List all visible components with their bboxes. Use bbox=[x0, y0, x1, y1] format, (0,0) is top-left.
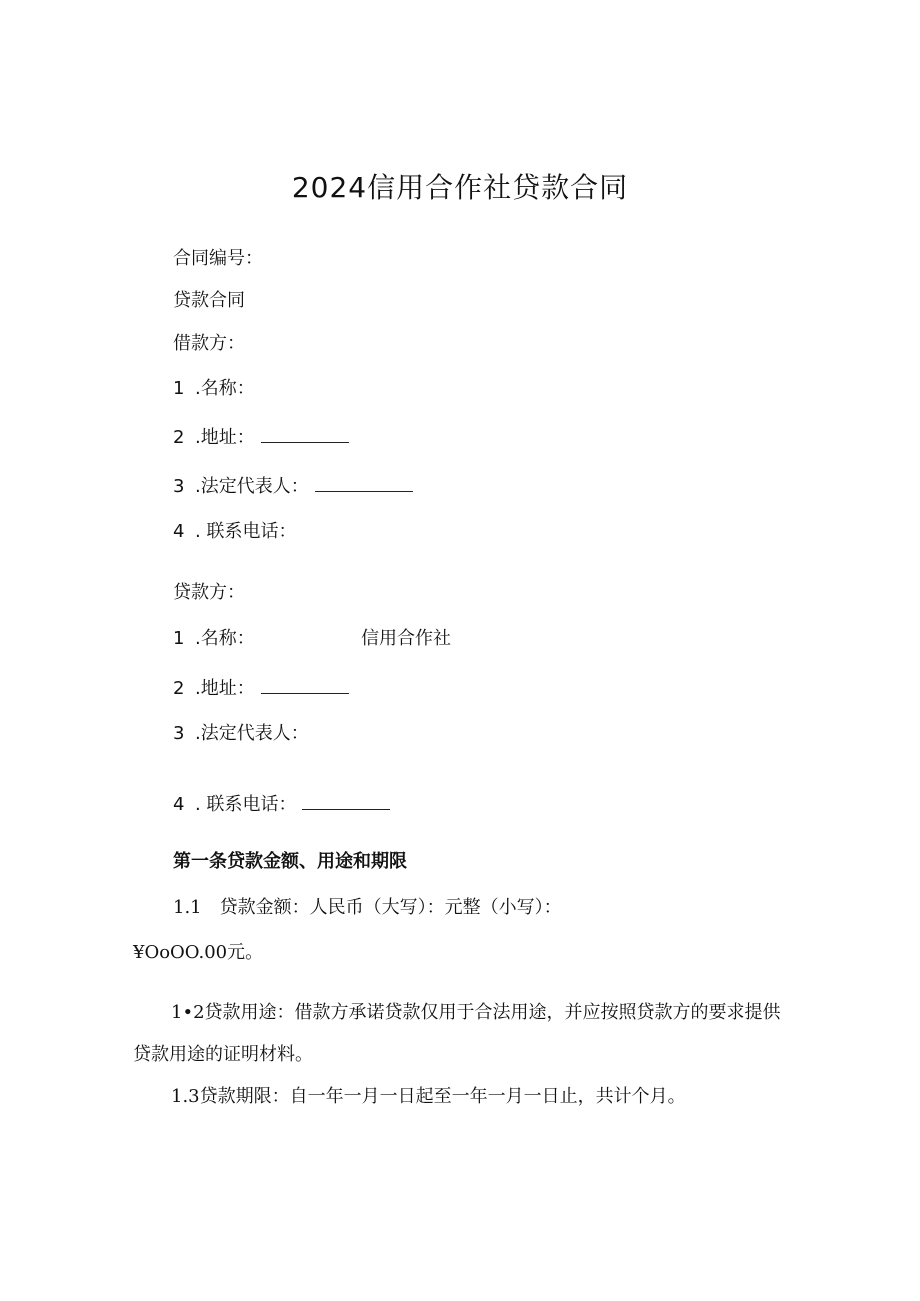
lender-address-row bbox=[173, 675, 349, 701]
item-number: 4 bbox=[173, 521, 185, 542]
lender-phone-row bbox=[173, 791, 390, 817]
article-1-heading: 第一条贷款金额、用途和期限 bbox=[173, 851, 407, 872]
document-title: 2024信用合作社贷款合同 bbox=[291, 171, 629, 204]
item-number: 2 bbox=[173, 427, 185, 448]
borrower-name-label: .名称： bbox=[195, 378, 255, 399]
borrower-heading: 借款方： bbox=[173, 333, 245, 354]
item-number: 3 bbox=[173, 476, 185, 497]
lender-name-row bbox=[173, 627, 255, 651]
lender-address-blank bbox=[261, 675, 349, 694]
lender-representative-row bbox=[173, 722, 309, 746]
borrower-name-row bbox=[173, 377, 255, 401]
borrower-phone-label: . 联系电话： bbox=[195, 521, 297, 542]
lender-name-value: 信用合作社 bbox=[361, 628, 451, 649]
lender-phone-label: . 联系电话： bbox=[195, 794, 297, 815]
clause-1-1 bbox=[173, 896, 562, 920]
item-number: 2 bbox=[173, 678, 185, 699]
item-number: 4 bbox=[173, 794, 185, 815]
contract-type: 贷款合同 bbox=[173, 290, 245, 311]
lender-representative-label: .法定代表人： bbox=[195, 723, 309, 744]
borrower-address-blank bbox=[261, 424, 349, 443]
clause-1-1-number: 1.1 bbox=[173, 897, 202, 918]
lender-address-label: .地址： bbox=[195, 678, 255, 699]
lender-name-label: .名称： bbox=[195, 628, 255, 649]
lender-phone-blank bbox=[302, 791, 390, 810]
clause-1-1-text: 贷款金额：人民币（大写）：元整（小写）： bbox=[219, 897, 562, 918]
item-number: 1 bbox=[173, 628, 185, 649]
clause-1-2: 1•2贷款用途：借款方承诺贷款仅用于合法用途，并应按照贷款方的要求提供贷款用途的证明材料。 bbox=[133, 1002, 781, 1065]
item-number: 3 bbox=[173, 723, 185, 744]
borrower-representative-label: .法定代表人： bbox=[195, 476, 309, 497]
borrower-representative-blank bbox=[315, 473, 413, 492]
contract-number-label: 合同编号： bbox=[173, 248, 263, 269]
item-number: 1 bbox=[173, 378, 185, 399]
borrower-address-row bbox=[173, 424, 349, 450]
lender-heading: 贷款方： bbox=[173, 582, 245, 603]
clause-1-3: 1.3贷款期限：自一年一月一日起至一年一月一日止，共计个月。 bbox=[171, 1086, 686, 1107]
borrower-phone-row bbox=[173, 520, 296, 544]
borrower-address-label: .地址： bbox=[195, 427, 255, 448]
borrower-representative-row bbox=[173, 473, 413, 499]
clause-1-1-amount: ¥OoOO.00元。 bbox=[133, 942, 264, 963]
